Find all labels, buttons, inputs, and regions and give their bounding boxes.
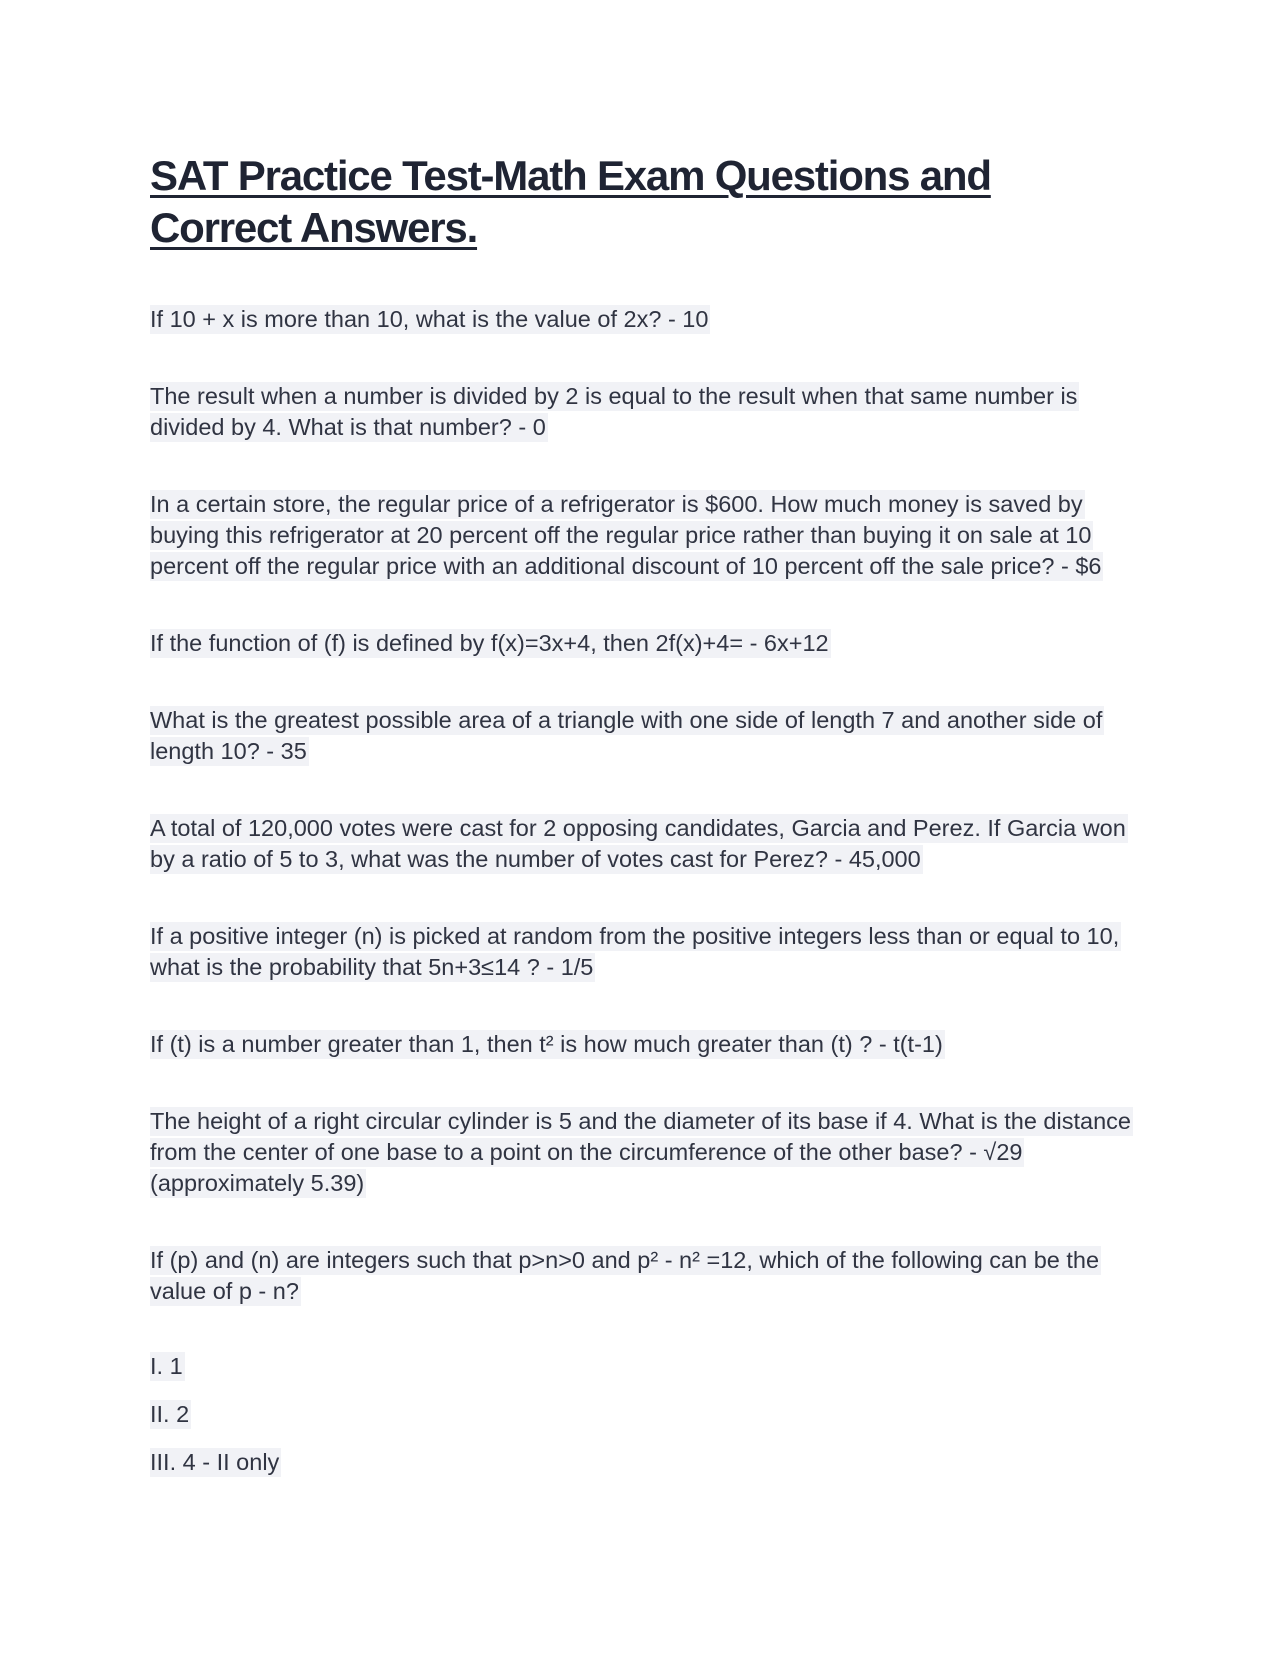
question-text: If a positive integer (n) is picked at random from the positive integers less than or equal to 10, what is the probability that 5n+3≤14 ? - 1/5	[150, 923, 1120, 980]
question-text: The height of a right circular cylinder is 5 and the diameter of its base if 4. What is the distance from the center of one base to a point on the circumference of the other base? - √29 (approximately 5.39)	[150, 1108, 1131, 1196]
question-text: If (p) and (n) are integers such that p>n>0 and p² - n² =12, which of the following can be the value of p - n?	[150, 1247, 1100, 1304]
question-text: A total of 120,000 votes were cast for 2 opposing candidates, Garcia and Perez. If Garcia won by a ratio of 5 to 3, what was the number of votes cast for Perez? - 45,000	[150, 815, 1126, 872]
page-title: SAT Practice Test-Math Exam Questions and Correct Answers.	[150, 152, 991, 251]
question-text: In a certain store, the regular price of a refrigerator is $600. How much money is saved by buying this refrigerator at 20 percent off the regular price rather than buying it on sale at 10 percent off the regular price with an additional discount of 10 percent off the sale price? - $6	[150, 491, 1102, 579]
question-item	[150, 1106, 1140, 1199]
option-text: III. 4 - II only	[150, 1449, 280, 1475]
question-item	[150, 705, 1140, 767]
question-text: If 10 + x is more than 10, what is the value of 2x? - 10	[150, 306, 709, 332]
question-item	[150, 628, 1140, 659]
answer-option	[150, 1399, 1140, 1430]
question-item	[150, 381, 1140, 443]
question-item	[150, 1245, 1140, 1307]
question-item	[150, 813, 1140, 875]
question-item	[150, 304, 1140, 335]
document-page	[150, 150, 1140, 1495]
question-list	[150, 304, 1140, 1478]
answer-option	[150, 1351, 1140, 1382]
question-text: The result when a number is divided by 2 is equal to the result when that same number is divided by 4. What is that number? - 0	[150, 383, 1078, 440]
question-item	[150, 489, 1140, 582]
option-text: II. 2	[150, 1401, 190, 1427]
question-text: If the function of (f) is defined by f(x)=3x+4, then 2f(x)+4= - 6x+12	[150, 630, 829, 656]
question-text: If (t) is a number greater than 1, then t² is how much greater than (t) ? - t(t-1)	[150, 1031, 943, 1057]
option-text: I. 1	[150, 1353, 183, 1379]
question-item	[150, 1029, 1140, 1060]
question-item	[150, 921, 1140, 983]
question-text: What is the greatest possible area of a triangle with one side of length 7 and another side of length 10? - 35	[150, 707, 1103, 764]
answer-option	[150, 1447, 1140, 1478]
